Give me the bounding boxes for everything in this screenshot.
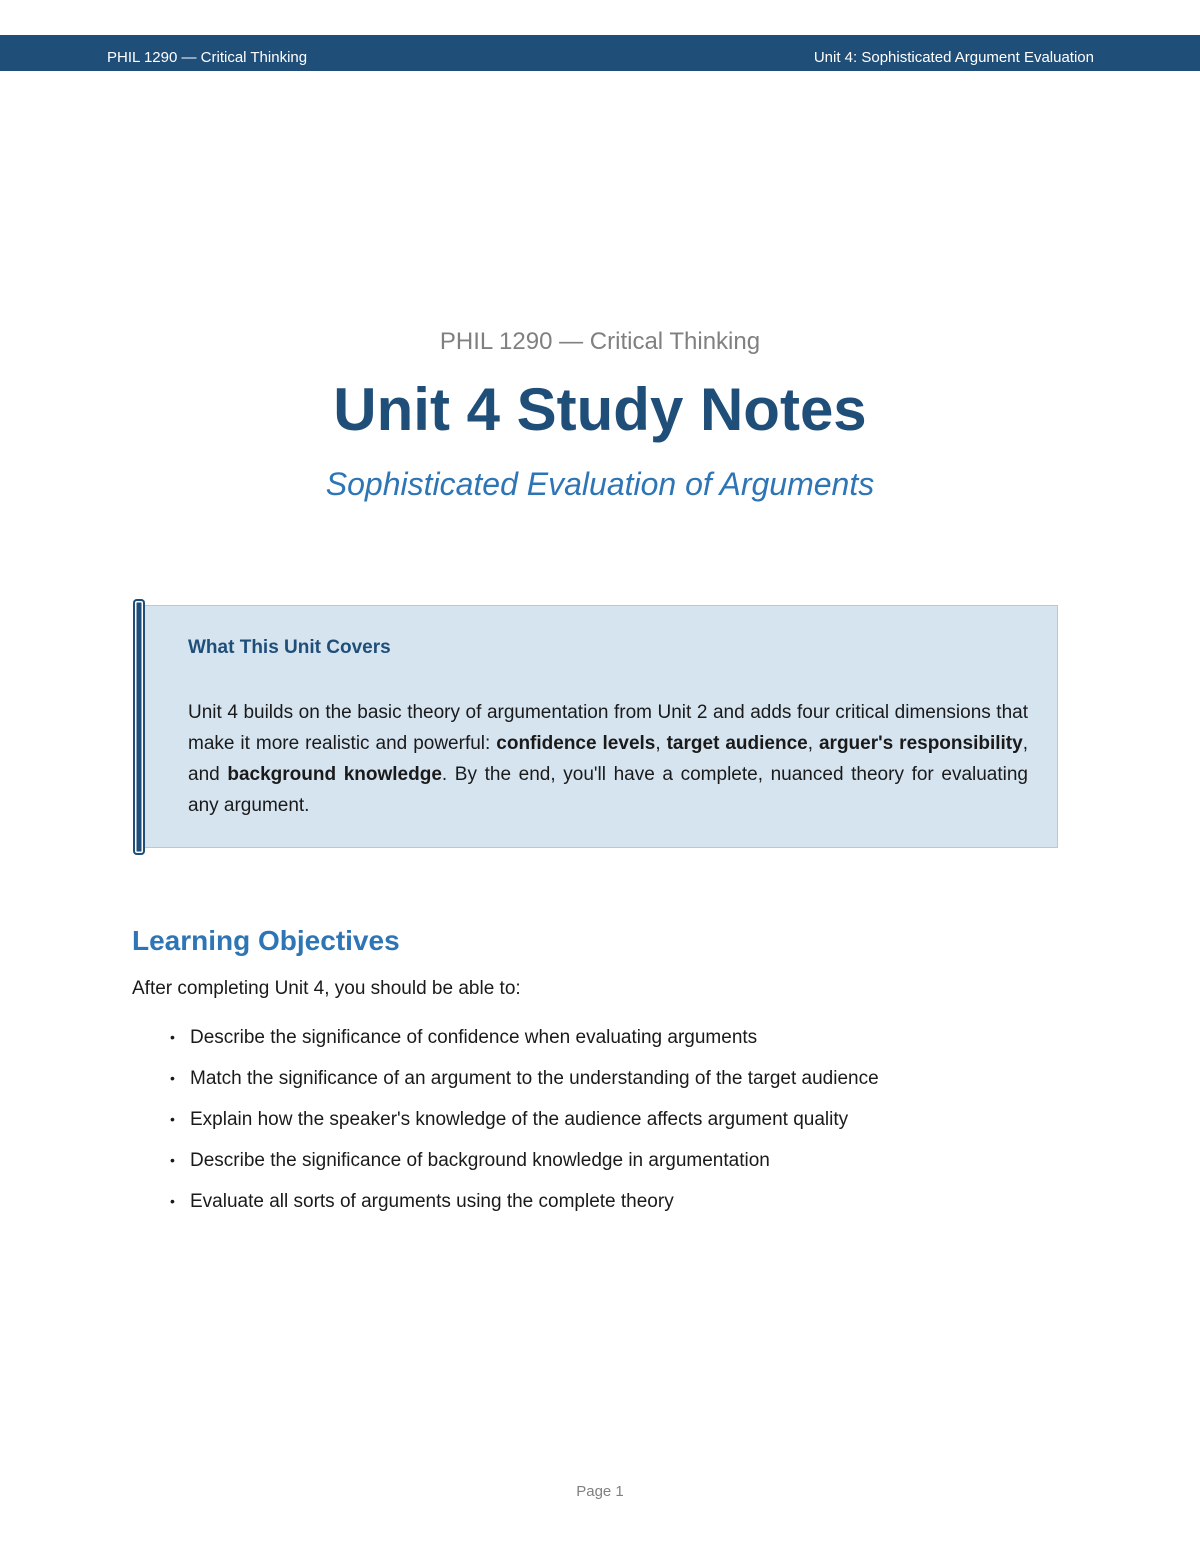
learning-objectives-list xyxy=(170,1027,879,1232)
callout-text-separator: , and xyxy=(188,733,1028,785)
callout-text-separator: , xyxy=(807,733,819,754)
bullet-icon: • xyxy=(170,1193,175,1209)
callout-text-separator: , xyxy=(655,733,667,754)
list-item xyxy=(170,1027,879,1068)
callout-bold-responsibility: arguer's responsibility xyxy=(818,733,1023,754)
objective-text: Evaluate all sorts of arguments using the complete theory xyxy=(190,1191,674,1212)
callout-accent-bar xyxy=(133,599,145,855)
objective-text: Explain how the speaker's knowledge of the audience affects argument quality xyxy=(190,1109,849,1130)
course-name: PHIL 1290 — Critical Thinking xyxy=(439,328,761,355)
bullet-icon: • xyxy=(170,1029,175,1045)
list-item xyxy=(170,1150,879,1191)
learning-objectives-intro: After completing Unit 4, you should be able to: xyxy=(132,978,521,999)
list-item xyxy=(170,1109,879,1150)
callout-text-part: Unit 4 builds on the basic theory of argumentation from Unit 2 and adds four critical dimensions that make it more realistic and powerful: xyxy=(188,702,1028,754)
running-header xyxy=(0,35,1200,71)
objective-text: Describe the significance of background knowledge in argumentation xyxy=(190,1150,770,1171)
page-title: Unit 4 Study Notes xyxy=(333,376,867,443)
list-item xyxy=(170,1191,879,1232)
bullet-icon: • xyxy=(170,1152,175,1168)
bullet-icon: • xyxy=(170,1070,175,1086)
callout-bold-audience: target audience xyxy=(666,733,808,754)
callout-bold-knowledge: background knowledge xyxy=(227,764,442,785)
bullet-icon: • xyxy=(170,1111,175,1127)
header-course-name: PHIL 1290 — Critical Thinking xyxy=(107,49,308,66)
learning-objectives-heading: Learning Objectives xyxy=(132,925,400,956)
page-number: Page 1 xyxy=(576,1483,624,1500)
objective-text: Describe the significance of confidence when evaluating arguments xyxy=(190,1027,758,1048)
callout-text xyxy=(188,697,1028,821)
callout-text-part: . By the end, you'll have a complete, nuanced theory for evaluating any argument. xyxy=(188,764,1028,816)
callout-title: What This Unit Covers xyxy=(188,637,391,658)
callout-bold-confidence: confidence levels xyxy=(496,733,656,754)
objective-text: Match the significance of an argument to the understanding of the target audience xyxy=(190,1068,879,1089)
header-unit-name: Unit 4: Sophisticated Argument Evaluation xyxy=(813,49,1094,66)
list-item xyxy=(170,1068,879,1109)
page-subtitle: Sophisticated Evaluation of Arguments xyxy=(325,466,875,502)
